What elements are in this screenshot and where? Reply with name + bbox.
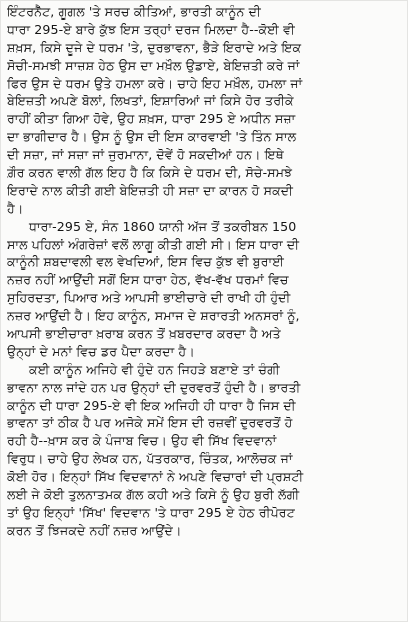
text-line: ਆਪਸੀ ਭਾਈਚਾਰਾ ਖ਼ਰਾਬ ਕਰਨ ਤੋਂ ਖ਼ਬਰਦਾਰ ਕਰਦਾ ਹੈ ਅਤੇ <box>7 326 281 342</box>
article-column <box>7 3 405 540</box>
text-line: ਸ਼ਖ਼ਸ, ਕਿਸੇ ਦੂਜੇ ਦੇ ਧਰਮ 'ਤੇ, ਦੁਰਭਾਵਨਾ, ਭੈੜੇ ਇਰਾਦੇ ਅਤੇ ਇਕ <box>7 39 302 55</box>
text-line: ਸੋਚੀ-ਸਮਝੀ ਸਾਜ਼ਸ਼ ਹੇਠ ਉਸ ਦਾ ਮਖ਼ੌਲ ਉਡਾਏ, ਬੇਇਜ਼ਤੀ ਕਰੇ ਜਾਂ <box>7 57 300 73</box>
text-line: ਕੋਈ ਹੋਰ। ਇਨ੍ਹਾਂ ਸਿੱਖ ਵਿਦਵਾਨਾਂ ਨੇ ਅਪਣੇ ਵਿਚਾਰਾਂ ਦੀ ਪ੍ਰਸ਼ਟੀ <box>7 469 304 485</box>
text-line: ਉਨ੍ਹਾਂ ਦੇ ਮਨਾਂ ਵਿਚ ਡਰ ਪੈਦਾ ਕਰਦਾ ਹੈ। <box>7 343 195 359</box>
text-line: ਫਿਰ ਉਸ ਦੇ ਧਰਮ ਉਤੇ ਹਮਲਾ ਕਰੇ। ਚਾਹੇ ਇਹ ਮਖ਼ੌਲ, ਹਮਲਾ ਜਾਂ <box>7 75 303 91</box>
paragraph-3 <box>7 361 405 540</box>
text-line: ਕਰਨ ਤੋਂ ਝਿਜਕਦੇ ਨਹੀਂ ਨਜ਼ਰ ਆਉਂਦੇ। <box>7 522 182 538</box>
text-line: ਬੇਇਜ਼ਤੀ ਅਪਣੇ ਬੋਲਾਂ, ਲਿਖਤਾਂ, ਇਸ਼ਾਰਿਆਂ ਜਾਂ ਕਿਸੇ ਹੋਰ ਤਰੀਕੇ <box>7 93 294 109</box>
text-line: ਹੈ। <box>7 200 24 216</box>
text-line: ਰਾਹੀਂ ਕੀਤਾ ਗਿਆ ਹੋਵੇ, ਉਹ ਸ਼ਖ਼ਸ, ਧਾਰਾ 295 ਏ ਅਧੀਨ ਸਜ਼ਾ <box>7 111 296 127</box>
text-line: ਵਿਰੁਧ। ਚਾਹੇ ਉਹ ਲੇਖਕ ਹਨ, ਪੱਤਰਕਾਰ, ਚਿੰਤਕ, ਆਲੋਚਕ ਜਾਂ <box>7 451 293 467</box>
text-line: ਭਾਵਨਾ ਨਾਲ ਜਾਂਦੇ ਹਨ ਪਰ ਉਨ੍ਹਾਂ ਦੀ ਦੁਰਵਰਤੋਂ ਹੁੰਦੀ ਹੈ। ਭਾਰਤੀ <box>7 379 301 395</box>
text-line: ਕਾਨੂੰਨੀ ਸ਼ਬਦਾਵਲੀ ਵਲ ਵੇਖਦਿਆਂ, ਇਸ ਵਿਚ ਕੁੱਝ ਵੀ ਬੁਰਾਈ <box>7 254 285 270</box>
text-line: ਨਜ਼ਰ ਆਉਂਦੀ ਹੈ। ਇਹ ਕਾਨੂੰਨ, ਸਮਾਜ ਦੇ ਸ਼ਰਾਰਤੀ ਅਨਸਰਾਂ ਨੂੰ, <box>7 308 300 324</box>
text-line: ਧਾਰਾ 295-ਏ ਬਾਰੇ ਕੁੱਝ ਇਸ ਤਰ੍ਹਾਂ ਦਰਜ ਮਿਲਦਾ ਹੈ--ਕੋਈ ਵੀ <box>7 21 295 37</box>
text-line: ਸੁਹਿਰਦਤਾ, ਪਿਆਰ ਅਤੇ ਆਪਸੀ ਭਾਈਚਾਰੇ ਦੀ ਰਾਖੀ ਹੀ ਹੁੰਦੀ <box>7 290 291 306</box>
text-line: ਇਰਾਦੇ ਨਾਲ ਕੀਤੀ ਗਈ ਬੇਇਜ਼ਤੀ ਹੀ ਸਜ਼ਾ ਦਾ ਕਾਰਨ ਹੋ ਸਕਦੀ <box>7 182 294 198</box>
paragraph-1 <box>7 3 405 218</box>
text-line: ਰਹੀ ਹੈ--ਖ਼ਾਸ ਕਰ ਕੇ ਪੰਜਾਬ ਵਿਚ। ਉਹ ਵੀ ਸਿੱਖ ਵਿਦਵਾਨਾਂ <box>7 433 277 449</box>
paragraph-2 <box>7 218 405 361</box>
text-line: ਲਈ ਜੇ ਕੋਈ ਤੁਲਨਾਤਮਕ ਗੱਲ ਕਹੀ ਅਤੇ ਕਿਸੇ ਨੂੰ ਉਹ ਬੁਰੀ ਲੱਗੀ <box>7 487 300 503</box>
text-line: ਸਾਲ ਪਹਿਲਾਂ ਅੰਗਰੇਜ਼ਾਂ ਵਲੋਂ ਲਾਗੂ ਕੀਤੀ ਗਈ ਸੀ। ਇਸ ਧਾਰਾ ਦੀ <box>7 236 300 252</box>
text-line: ਧਾਰਾ-295 ਏ, ਸੰਨ 1860 ਯਾਨੀ ਅੱਜ ਤੋਂ ਤਕਰੀਬਨ 150 <box>29 218 297 234</box>
text-line: ਦਾ ਭਾਗੀਦਾਰ ਹੈ। ਉਸ ਨੂੰ ਉਸ ਦੀ ਇਸ ਕਾਰਵਾਈ 'ਤੇ ਤਿੰਨ ਸਾਲ <box>7 129 297 145</box>
text-line: ਕਾਨੂੰਨ ਦੀ ਧਾਰਾ 295-ਏ ਵੀ ਇਕ ਅਜਿਹੀ ਹੀ ਧਾਰਾ ਹੈ ਜਿਸ ਦੀ <box>7 397 296 413</box>
text-line: ਦੀ ਸਜ਼ਾ, ਜਾਂ ਸਜ਼ਾ ਜਾਂ ਜੁਰਮਾਨਾ, ਦੋਵੇਂ ਹੋ ਸਕਦੀਆਂ ਹਨ। ਇਥੇ <box>7 147 284 163</box>
text-line: ਭਾਵਨਾ ਤਾਂ ਠੀਕ ਹੈ ਪਰ ਅਜੋਕੇ ਸਮੇਂ ਇਸ ਦੀ ਰਜ਼ਵੀਂ ਦੁਰਵਰਤੋਂ ਹੋ <box>7 415 293 431</box>
text-line: ਤਾਂ ਉਹ ਇਨ੍ਹਾਂ 'ਸਿੱਖ' ਵਿਦਵਾਨ 'ਤੇ ਧਾਰਾ 295 ਏ ਹੇਠ ਰੀਪੋਰਟ <box>7 504 295 520</box>
text-line: ਨਜ਼ਰ ਨਹੀਂ ਆਉਂਦੀ ਸਗੋਂ ਇਸ ਧਾਰਾ ਹੇਠ, ਵੱਖ-ਵੱਖ ਧਰਮਾਂ ਵਿਚ <box>7 272 289 288</box>
text-line: ਕਈ ਕਾਨੂੰਨ ਅਜਿਹੇ ਵੀ ਹੁੰਦੇ ਹਨ ਜਿਹੜੇ ਬਣਾਏ ਤਾਂ ਚੰਗੀ <box>29 361 280 377</box>
text-line: ਗ਼ੌਰ ਕਰਨ ਵਾਲੀ ਗੱਲ ਇਹ ਹੈ ਕਿ ਕਿਸੇ ਦੇ ਧਰਮ ਦੀ, ਸੋਚੇ-ਸਮਝੇ <box>7 165 293 181</box>
text-line: ਇੰਟਰਨੈੱਟ, ਗੂਗਲ 'ਤੇ ਸਰਚ ਕੀਤਿਆਂ, ਭਾਰਤੀ ਕਾਨੂੰਨ ਦੀ <box>7 4 261 19</box>
